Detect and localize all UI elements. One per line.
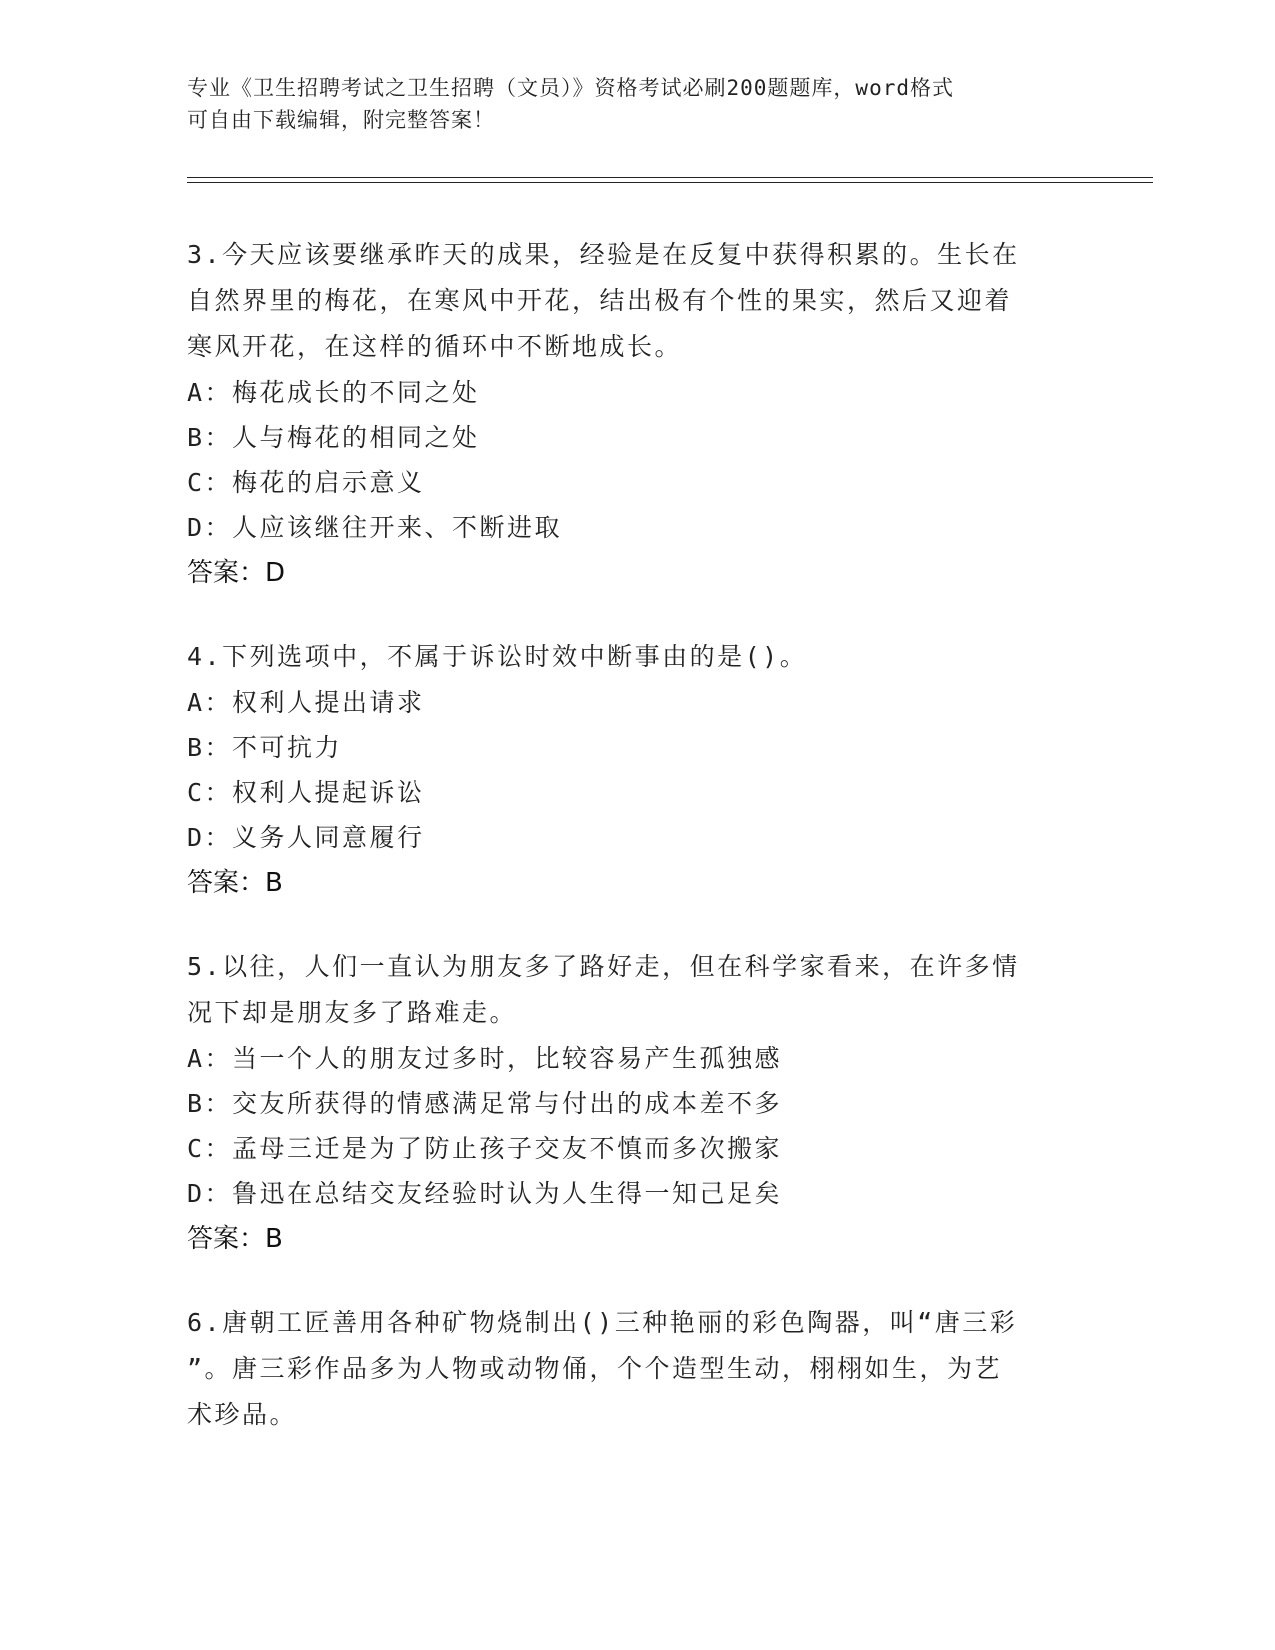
question-text-line: 寒风开花，在这样的循环中不断地成长。 [187, 332, 683, 361]
question-4 [187, 634, 1087, 906]
document-header [187, 72, 1067, 136]
question-5 [187, 944, 1087, 1262]
question-text-line: 自然界里的梅花，在寒风中开花，结出极有个性的果实，然后又迎着 [187, 286, 1013, 315]
question-text-line: 况下却是朋友多了路难走。 [187, 998, 518, 1027]
question-list [187, 232, 1087, 1476]
header-line-1: 专业《卫生招聘考试之卫生招聘（文员）》资格考试必刷200题题库，word格式 [187, 76, 954, 100]
question-text-line: 术珍品。 [187, 1400, 298, 1429]
option-a: A：当一个人的朋友过多时，比较容易产生孤独感 [187, 1044, 783, 1073]
option-c: C：孟母三迁是为了防止孩子交友不慎而多次搬家 [187, 1134, 783, 1163]
answer-line: 答案：B [187, 868, 283, 898]
option-d: D：义务人同意履行 [187, 823, 425, 852]
option-a: A：梅花成长的不同之处 [187, 378, 480, 407]
answer-line: 答案：D [187, 558, 286, 588]
question-6 [187, 1300, 1087, 1438]
answer-line: 答案：B [187, 1224, 283, 1254]
header-line-2: 可自由下载编辑，附完整答案！ [187, 108, 495, 132]
option-b: B：交友所获得的情感满足常与付出的成本差不多 [187, 1089, 783, 1118]
question-3 [187, 232, 1087, 596]
header-rule-bottom [187, 182, 1153, 183]
question-text-line: 3.今天应该要继承昨天的成果，经验是在反复中获得积累的。生长在 [187, 240, 1020, 269]
option-d: D：人应该继往开来、不断进取 [187, 513, 563, 542]
option-b: B：人与梅花的相同之处 [187, 423, 480, 452]
option-a: A：权利人提出请求 [187, 688, 425, 717]
option-c: C：梅花的启示意义 [187, 468, 425, 497]
option-b: B：不可抗力 [187, 733, 343, 762]
option-d: D：鲁迅在总结交友经验时认为人生得一知己足矣 [187, 1179, 783, 1208]
header-rule-top [187, 177, 1153, 178]
question-text-line: 5.以往，人们一直认为朋友多了路好走，但在科学家看来，在许多情 [187, 952, 1020, 981]
question-text-line: 4.下列选项中，不属于诉讼时效中断事由的是()。 [187, 642, 808, 671]
question-text-line: 6.唐朝工匠善用各种矿物烧制出()三种艳丽的彩色陶器，叫“唐三彩 [187, 1308, 1018, 1337]
question-text-line: ”。唐三彩作品多为人物或动物俑，个个造型生动，栩栩如生，为艺 [187, 1354, 1003, 1383]
option-c: C：权利人提起诉讼 [187, 778, 425, 807]
